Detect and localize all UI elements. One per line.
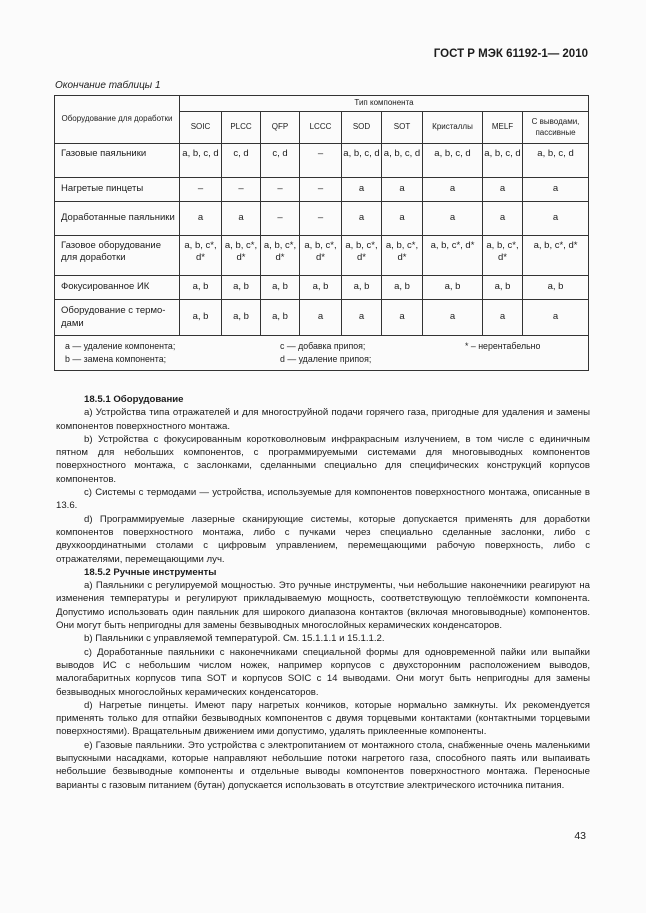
paragraph: d) Нагретые пинцеты. Имеют пару нагретых кончиков, которые нормально замкнуты. Их рекомендуется применять только для отпайки безвыводных компонентов с двумя торцевыми контактами (контактными торцевыми поверхностями). Вращательным движением ими допустимо, удалять приклеенные компоненты. — [56, 699, 590, 738]
table-cell: a — [483, 202, 523, 236]
table-cell: a, b, c*, d* — [382, 236, 423, 276]
row-label: Газовые паяльники — [55, 144, 180, 178]
table-legend — [55, 336, 589, 371]
table-cell: a, b, c, d — [382, 144, 423, 178]
table-cell: a — [423, 178, 483, 202]
table-cell: – — [300, 178, 342, 202]
table-cell: a, b — [382, 276, 423, 300]
section-heading: 18.5.1 Оборудование — [84, 394, 184, 405]
equipment-header: Оборудование для доработки — [55, 96, 180, 144]
table-cell: a, b — [423, 276, 483, 300]
table-cell: a, b — [261, 276, 300, 300]
table-cell: a — [300, 300, 342, 336]
paragraph: c) Доработанные паяльники с наконечниками специальной формы для одновременной пайки или выпайки выводов ИС с небольшим числом ножек, например корпусов с двухсторонним расположением выводов, малогабаритных корпусов типа SOT и корпусов SOIC с 14 выводами. Они могут быть непригодны для замены безвыводных многослойных керамических конденсаторов. — [56, 646, 590, 698]
table-cell: a, b, c, d — [483, 144, 523, 178]
table-cell: a, b, c, d — [523, 144, 589, 178]
table-cell: – — [300, 202, 342, 236]
table-cell: a — [523, 202, 589, 236]
table-cell: c, d — [222, 144, 261, 178]
type-header: Тип компонента — [180, 96, 589, 112]
table-cell: a, b, c, d — [342, 144, 382, 178]
column-header: PLCC — [222, 112, 261, 144]
column-header: QFP — [261, 112, 300, 144]
table-row — [55, 300, 589, 336]
table-cell: – — [222, 178, 261, 202]
row-label: Нагретые пинцеты — [55, 178, 180, 202]
column-header: SOD — [342, 112, 382, 144]
row-label: Доработанные паяльники — [55, 202, 180, 236]
paragraph: d) Программируемые лазерные сканирующие системы, которые допускается применять для доработки компонентов поверхностного монтажа, либо с пучками через специально сделанные заслонки, либо с двухкоординатными столами с цифровым управлением, перемещающими рабочую поверхность, либо с отражателями, перемещающими луч. — [56, 513, 590, 565]
paragraph: e) Газовые паяльники. Это устройства с электропитанием от монтажного стола, снабженные очень маленькими выпускными насадками, которые направляют небольшие потоки нагретого газа, способного паять или выпаивать небольшие безвыводные компоненты и отдельные выводы компонентов поверхностного монтажа. Переносные варианты с газовым питанием (бутан) допускается использовать в отсутствие электрического источника питания. — [56, 739, 590, 791]
column-header: LCCC — [300, 112, 342, 144]
table-cell: a, b, c*, d* — [261, 236, 300, 276]
section-heading: 18.5.2 Ручные инструменты — [84, 566, 217, 578]
body-text — [56, 393, 590, 792]
column-header: С выводами, пассивные — [523, 112, 589, 144]
table-cell: a, b — [523, 276, 589, 300]
paragraph: a) Устройства типа отражателей и для многоструйной подачи горячего газа, пригодные для удаления и замены компонентов поверхностного монтажа. — [56, 407, 590, 432]
column-header: MELF — [483, 112, 523, 144]
table-cell: a, b — [342, 276, 382, 300]
row-label: Оборудование с термо-дами — [55, 300, 180, 336]
table-cell: – — [261, 178, 300, 202]
table-cell: a — [483, 300, 523, 336]
table-cell: a, b, c*, d* — [423, 236, 483, 276]
table-cell: c, d — [261, 144, 300, 178]
table-cell: a — [342, 178, 382, 202]
table-row — [55, 236, 589, 276]
column-header: SOIC — [180, 112, 222, 144]
paragraph: b) Устройства с фокусированным коротковолновым инфракрасным излучением, в том числе с единичным пятном для небольших компонентов, с программируемыми системами для многовыводных компонентов поверхностного монтажа, с заслонками, сделанными специально для специфических конструкций корпусов компонентов. — [56, 433, 590, 485]
table-cell: a — [382, 300, 423, 336]
table-cell: a — [342, 300, 382, 336]
page-number: 43 — [574, 830, 586, 842]
component-table — [54, 95, 589, 371]
table-cell: a, b — [180, 300, 222, 336]
table-cell: a, b, c*, d* — [483, 236, 523, 276]
table-cell: a, b, c*, d* — [180, 236, 222, 276]
legend-item — [465, 354, 575, 365]
table-cell: a — [382, 178, 423, 202]
table-cell: a, b, c*, d* — [523, 236, 589, 276]
table-cell: a, b, c*, d* — [222, 236, 261, 276]
column-header: SOT — [382, 112, 423, 144]
table-cell: a — [382, 202, 423, 236]
table-cell: a, b — [261, 300, 300, 336]
table-row — [55, 202, 589, 236]
table-row — [55, 144, 589, 178]
legend-item: * – нерентабельно — [465, 341, 541, 351]
table-cell: a, b — [222, 276, 261, 300]
paragraph: b) Паяльники с управляемой температурой. См. 15.1.1.1 и 15.1.1.2. — [84, 633, 385, 645]
table-cell: a, b — [483, 276, 523, 300]
legend-item: d — удаление припоя; — [280, 354, 372, 365]
legend-item: b — замена компонента; — [65, 354, 167, 365]
column-header: Кристаллы — [423, 112, 483, 144]
table-row — [55, 276, 589, 300]
table-cell: a, b, c*, d* — [342, 236, 382, 276]
table-cell: a — [222, 202, 261, 236]
table-cell: a, b, c, d — [180, 144, 222, 178]
legend-item: c — добавка припоя; — [280, 341, 366, 351]
table-cell: a, b — [222, 300, 261, 336]
paragraph: a) Паяльники с регулируемой мощностью. Это ручные инструменты, чьи небольшие наконечники реагируют на изменения температуры и регулируют прикладываемую мощность, соответствующую теплоёмкости компонента. Допустимо использовать один паяльник для широкого диапазона контактов (включая многовыводные) компонентов. Они могут быть непригодны для замены безвыводных многослойных керамических конденсаторов. — [56, 580, 590, 632]
legend-item: a — удаление компонента; — [65, 341, 176, 351]
table-cell: – — [300, 144, 342, 178]
table-cell: a, b — [180, 276, 222, 300]
table-cell: a, b, c*, d* — [300, 236, 342, 276]
table-cell: a — [180, 202, 222, 236]
table-row — [55, 178, 589, 202]
row-label: Фокусированное ИК — [55, 276, 180, 300]
table-cell: a — [523, 178, 589, 202]
table-cell: a, b, c, d — [423, 144, 483, 178]
table-cell: – — [180, 178, 222, 202]
table-cell: a — [423, 202, 483, 236]
table-cell: a — [523, 300, 589, 336]
table-cell: a — [423, 300, 483, 336]
table-caption: Окончание таблицы 1 — [55, 80, 161, 91]
table-cell: a — [483, 178, 523, 202]
legend-row — [55, 336, 589, 371]
table-cell: a, b — [300, 276, 342, 300]
row-label: Газовое оборудование для доработки — [55, 236, 180, 276]
paragraph: c) Системы с термодами — устройства, используемые для компонентов поверхностного монтажа, описанные в 13.6. — [56, 487, 590, 512]
table-cell: – — [261, 202, 300, 236]
table-cell: a — [342, 202, 382, 236]
document-code: ГОСТ Р МЭК 61192-1— 2010 — [433, 48, 588, 60]
